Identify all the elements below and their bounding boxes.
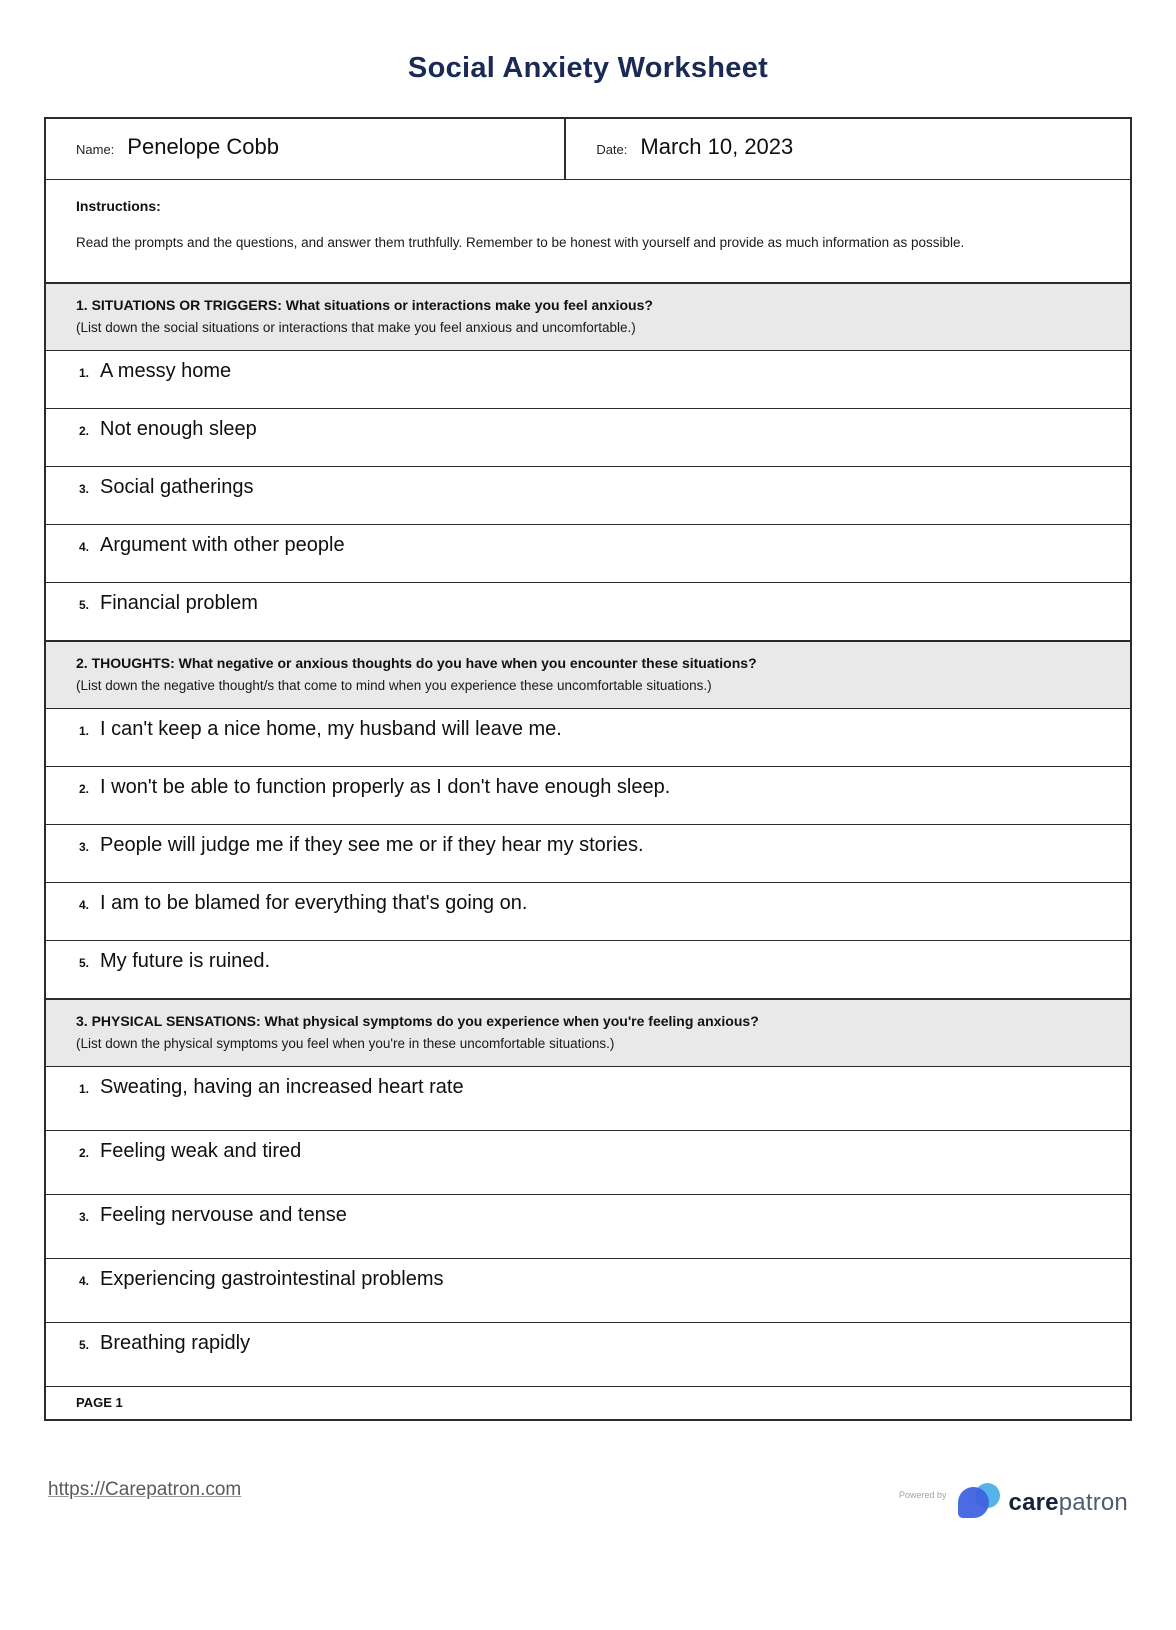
answer-number: 5. xyxy=(79,1337,90,1352)
section-3-answer-row-5[interactable] xyxy=(46,1322,1130,1386)
answer-text[interactable]: Sweating, having an increased heart rate xyxy=(100,1075,464,1098)
powered-by-label: Powered by xyxy=(899,1489,947,1500)
answer-number: 1. xyxy=(79,1081,90,1096)
carepatron-logo-icon xyxy=(958,1481,1000,1525)
answer-text[interactable]: A messy home xyxy=(100,359,232,382)
section-1-answer-row-3[interactable] xyxy=(46,466,1130,524)
answer-text[interactable]: Financial problem xyxy=(100,591,258,614)
answer-text[interactable]: I can't keep a nice home, my husband will leave me. xyxy=(100,717,562,740)
answer-text[interactable]: Not enough sleep xyxy=(100,417,257,440)
answer-text[interactable]: I am to be blamed for everything that's going on. xyxy=(100,891,528,914)
section-3-header xyxy=(46,998,1130,1066)
date-field[interactable] xyxy=(566,119,1130,179)
answer-text[interactable]: Feeling nervouse and tense xyxy=(100,1203,347,1226)
section-3-answer-row-2[interactable] xyxy=(46,1130,1130,1194)
answer-number: 1. xyxy=(79,723,90,738)
section-3-subtitle: (List down the physical symptoms you feel when you're in these uncomfortable situations.) xyxy=(76,1035,615,1051)
section-2-subtitle: (List down the negative thought/s that come to mind when you experience these uncomfortable situations.) xyxy=(76,677,712,693)
section-1-answer-row-4[interactable] xyxy=(46,524,1130,582)
instructions-label: Instructions: xyxy=(76,198,161,214)
instructions-text: Read the prompts and the questions, and answer them truthfully. Remember to be honest with yourself and provide as much information as possible. xyxy=(76,235,965,250)
section-3-answer-row-4[interactable] xyxy=(46,1258,1130,1322)
answer-number: 1. xyxy=(79,365,90,380)
section-1-answer-row-5[interactable] xyxy=(46,582,1130,640)
answer-number: 4. xyxy=(79,1273,90,1288)
section-2-header xyxy=(46,640,1130,708)
section-3-title: 3. PHYSICAL SENSATIONS: What physical symptoms do you experience when you're feeling anxious? xyxy=(76,1012,759,1029)
answer-number: 3. xyxy=(79,1209,90,1224)
name-date-row xyxy=(46,119,1130,179)
answer-text[interactable]: Experiencing gastrointestinal problems xyxy=(100,1267,444,1290)
answer-number: 2. xyxy=(79,423,90,438)
section-1-subtitle: (List down the social situations or interactions that make you feel anxious and uncomfortable.) xyxy=(76,319,636,335)
answer-text[interactable]: My future is ruined. xyxy=(100,949,271,972)
answer-number: 5. xyxy=(79,955,90,970)
page-number-label: PAGE 1 xyxy=(46,1386,1130,1419)
answer-number: 3. xyxy=(79,481,90,496)
answer-text[interactable]: Social gatherings xyxy=(100,475,254,498)
answer-number: 2. xyxy=(79,781,90,796)
instructions-block xyxy=(46,179,1130,282)
answer-number: 4. xyxy=(79,897,90,912)
answer-text[interactable]: Feeling weak and tired xyxy=(100,1139,302,1162)
section-1-answer-row-1[interactable] xyxy=(46,350,1130,408)
date-value[interactable]: March 10, 2023 xyxy=(640,134,794,159)
bottom-bar xyxy=(48,1479,1128,1525)
answer-number: 2. xyxy=(79,1145,90,1160)
section-2-answer-row-1[interactable] xyxy=(46,708,1130,766)
section-2-title: 2. THOUGHTS: What negative or anxious thoughts do you have when you encounter these situations? xyxy=(76,654,757,671)
section-1-header xyxy=(46,282,1130,350)
section-2-answer-row-3[interactable] xyxy=(46,824,1130,882)
section-2-answer-row-5[interactable] xyxy=(46,940,1130,998)
section-1-answer-row-2[interactable] xyxy=(46,408,1130,466)
date-label: Date: xyxy=(596,142,628,157)
section-1-title: 1. SITUATIONS OR TRIGGERS: What situations or interactions make you feel anxious? xyxy=(76,296,653,313)
answer-number: 5. xyxy=(79,597,90,612)
carepatron-link[interactable]: https://Carepatron.com xyxy=(48,1478,242,1500)
answer-text[interactable]: I won't be able to function properly as I don't have enough sleep. xyxy=(100,775,671,798)
answer-text[interactable]: Argument with other people xyxy=(100,533,345,556)
answer-number: 3. xyxy=(79,839,90,854)
carepatron-wordmark: carepatron xyxy=(1008,1488,1128,1516)
name-value[interactable]: Penelope Cobb xyxy=(127,134,279,159)
answer-text[interactable]: People will judge me if they see me or if they hear my stories. xyxy=(100,833,644,856)
section-3-answer-row-3[interactable] xyxy=(46,1194,1130,1258)
section-3-answer-row-1[interactable] xyxy=(46,1066,1130,1130)
name-field[interactable] xyxy=(46,119,566,179)
answer-number: 4. xyxy=(79,539,90,554)
worksheet-table xyxy=(44,117,1132,1421)
page-title: Social Anxiety Worksheet xyxy=(407,52,769,84)
answer-text[interactable]: Breathing rapidly xyxy=(100,1331,251,1354)
section-2-answer-row-4[interactable] xyxy=(46,882,1130,940)
name-label: Name: xyxy=(76,142,115,157)
section-2-answer-row-2[interactable] xyxy=(46,766,1130,824)
powered-by-block xyxy=(899,1479,1128,1525)
